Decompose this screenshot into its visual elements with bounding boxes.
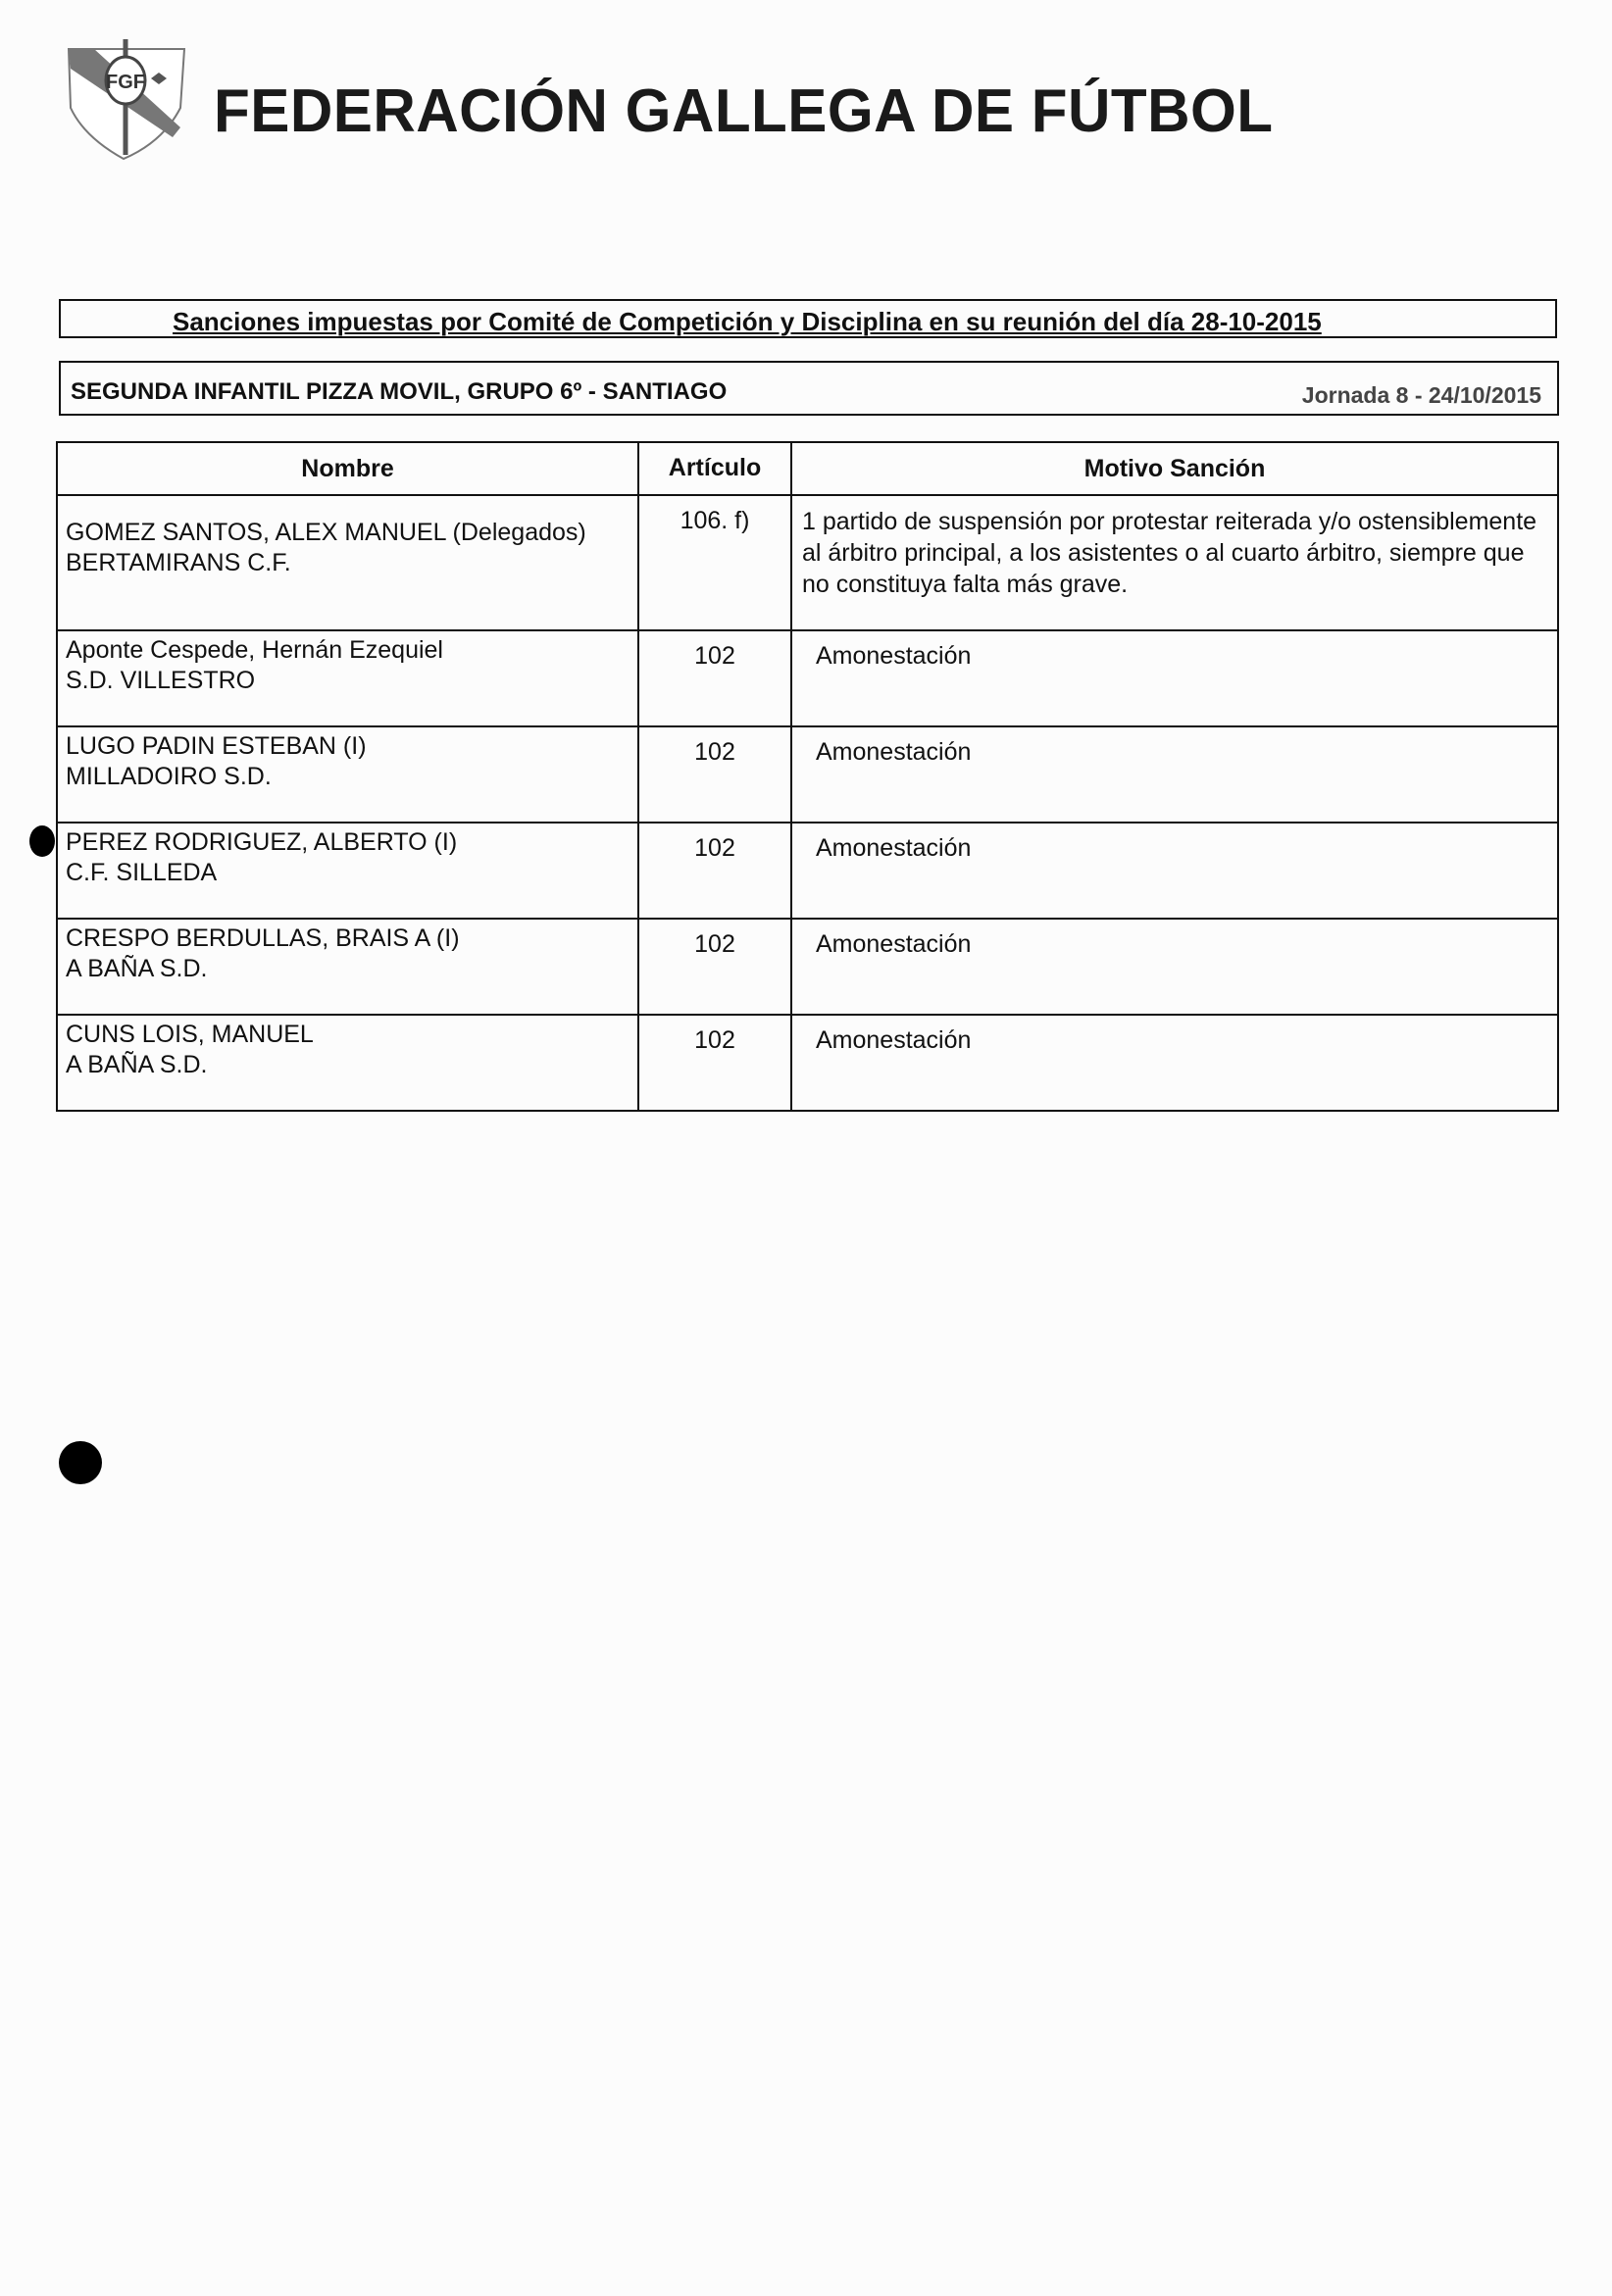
- competition-name: SEGUNDA INFANTIL PIZZA MOVIL, GRUPO 6º - SANTIAGO: [71, 378, 728, 405]
- table-row: [57, 630, 1558, 726]
- svg-text:FGF: FGF: [106, 72, 145, 93]
- club-name: C.F. SILLEDA: [66, 859, 218, 886]
- header-motivo: Motivo Sanción: [791, 442, 1558, 495]
- player-name: Aponte Cespede, Hernán Ezequiel: [66, 636, 443, 664]
- header-articulo: Artículo: [638, 442, 791, 495]
- player-name: PEREZ RODRIGUEZ, ALBERTO (I): [66, 828, 458, 856]
- sanctions-banner: [59, 299, 1557, 338]
- table-row: [57, 919, 1558, 1015]
- name-cell: [57, 630, 638, 726]
- player-name: LUGO PADIN ESTEBAN (I): [66, 732, 367, 760]
- federation-title: FEDERACIÓN GALLEGA DE FÚTBOL: [214, 77, 1274, 145]
- header-nombre: Nombre: [57, 442, 638, 495]
- player-name: CUNS LOIS, MANUEL: [66, 1021, 314, 1048]
- sanctions-table: [56, 441, 1559, 1112]
- article-cell: 102: [638, 726, 791, 823]
- reason-cell: Amonestación: [791, 1015, 1558, 1111]
- competition-bar: [59, 361, 1559, 416]
- table-row: [57, 823, 1558, 919]
- fgf-logo: [65, 39, 188, 162]
- punch-hole-mark: [29, 825, 55, 857]
- article-cell: 102: [638, 919, 791, 1015]
- club-name: A BAÑA S.D.: [66, 955, 208, 982]
- article-cell: 106. f): [638, 495, 791, 630]
- article-cell: 102: [638, 823, 791, 919]
- jornada-date: Jornada 8 - 24/10/2015: [1301, 382, 1541, 408]
- sanctions-title: Sanciones impuestas por Comité de Competición y Disciplina en su reunión del día 28-10-2015: [173, 307, 1322, 336]
- reason-cell: Amonestación: [791, 630, 1558, 726]
- reason-cell: Amonestación: [791, 823, 1558, 919]
- article-cell: 102: [638, 1015, 791, 1111]
- reason-cell: Amonestación: [791, 726, 1558, 823]
- player-name: CRESPO BERDULLAS, BRAIS A (I): [66, 924, 460, 952]
- table-row: [57, 726, 1558, 823]
- club-name: S.D. VILLESTRO: [66, 667, 256, 694]
- player-name: GOMEZ SANTOS, ALEX MANUEL (Delegados): [66, 519, 586, 546]
- name-cell: [57, 1015, 638, 1111]
- name-cell: [57, 495, 638, 630]
- reason-cell: 1 partido de suspensión por protestar reiterada y/o ostensiblemente al árbitro principal, a los asistentes o al cuarto árbitro, siempre que no constituya falta más grave.: [791, 495, 1558, 630]
- club-name: BERTAMIRANS C.F.: [66, 549, 291, 576]
- table-row: [57, 1015, 1558, 1111]
- table-header: [57, 442, 1558, 495]
- name-cell: [57, 823, 638, 919]
- table-row: [57, 495, 1558, 630]
- article-cell: 102: [638, 630, 791, 726]
- reason-cell: Amonestación: [791, 919, 1558, 1015]
- club-name: A BAÑA S.D.: [66, 1051, 208, 1078]
- name-cell: [57, 726, 638, 823]
- club-name: MILLADOIRO S.D.: [66, 763, 272, 790]
- punch-hole-mark: [59, 1441, 102, 1484]
- name-cell: [57, 919, 638, 1015]
